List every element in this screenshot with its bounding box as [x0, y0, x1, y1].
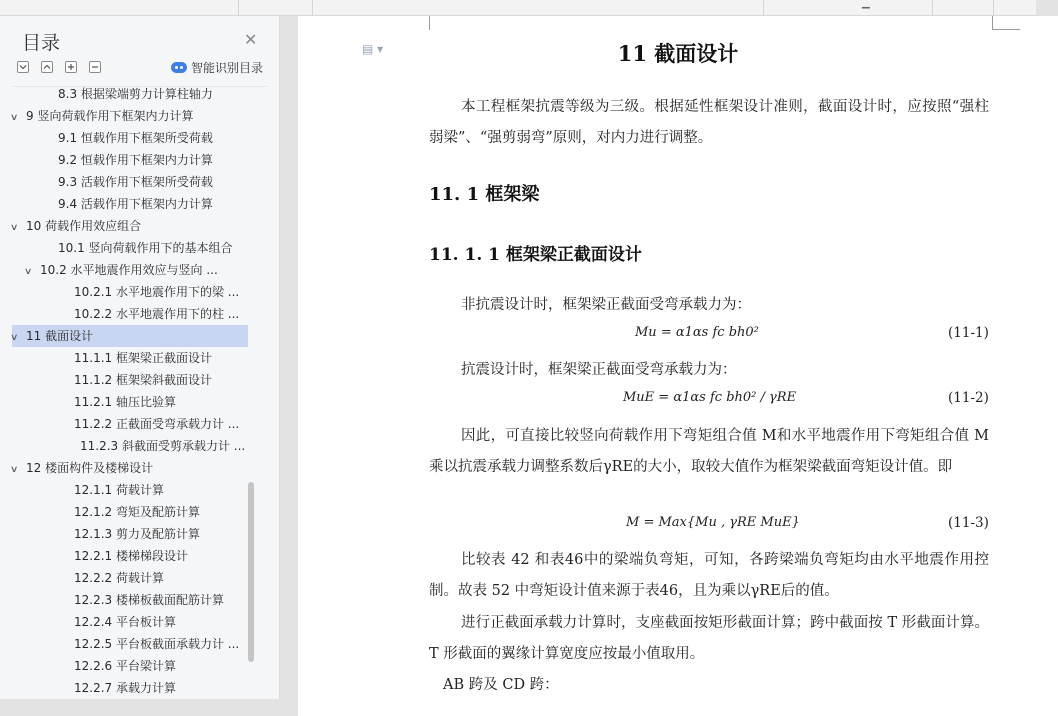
seismic-paragraph: 抗震设计时，框架梁正截面受弯承载力为： [461, 362, 737, 378]
toc-item-label: 9.2 恒载作用下框架内力计算 [58, 153, 213, 167]
close-icon[interactable]: ✕ [244, 30, 258, 49]
toc-item[interactable] [9, 457, 248, 479]
toc-item-label: 12.2.3 楼梯板截面配筋计算 [74, 593, 224, 607]
toc-item-label: 10.2.2 水平地震作用下的柱 ... [74, 307, 240, 321]
toc-item[interactable] [9, 105, 248, 127]
toc-item[interactable] [12, 237, 248, 259]
formula-number-11-1: (11-1) [948, 325, 989, 341]
toc-item-label: 9 竖向荷载作用下框架内力计算 [26, 109, 194, 123]
toc-item[interactable] [12, 193, 248, 215]
toc-item-label: 9.4 活载作用下框架内力计算 [58, 197, 213, 211]
toc-item-label: 10.2 水平地震作用效应与竖向 ... [40, 263, 218, 277]
chevron-down-icon[interactable]: ∨ [9, 223, 19, 233]
toc-item[interactable] [12, 589, 248, 611]
toc-item-label: 12.1.3 剪力及配筋计算 [74, 527, 200, 541]
toc-item[interactable] [12, 347, 248, 369]
expand-all-icon[interactable] [17, 61, 29, 73]
toc-item[interactable] [12, 655, 248, 677]
toolbar-divider [932, 0, 933, 16]
toc-item-label: 12.1.1 荷载计算 [74, 483, 164, 497]
top-toolbar-strip [0, 0, 1036, 16]
toc-item[interactable] [12, 127, 248, 149]
toolbar-divider [993, 0, 994, 16]
toc-item[interactable] [12, 523, 248, 545]
toc-item[interactable] [12, 501, 248, 523]
span-label: AB 跨及 CD 跨： [443, 677, 559, 693]
toc-item-label: 12.2.4 平台板计算 [74, 615, 176, 629]
toc-item-label: 9.1 恒载作用下框架所受荷载 [58, 131, 213, 145]
collapse-all-icon[interactable] [41, 61, 53, 73]
toc-item-label: 12.2.2 荷载计算 [74, 571, 164, 585]
formula-11-2: MuE = α1αs fc bh0² / γRE [623, 390, 797, 405]
toc-item[interactable] [12, 281, 248, 303]
toc-item[interactable] [9, 325, 248, 347]
margin-corner-mark [992, 29, 1020, 30]
formula-11-3: M = Max{Mu , γRE MuE} [626, 515, 800, 530]
compare-paragraph: 因此，可直接比较竖向荷载作用下弯矩组合值 M和水平地震作用下弯矩组合值 M乘以抗震承载力调整系数后γRE的大小，取较大值作为框架梁截面弯矩设计值。即 [429, 428, 989, 475]
toc-item-label: 11.1.1 框架梁正截面设计 [74, 351, 212, 365]
toc-item[interactable] [12, 677, 248, 699]
ai-assistant-icon [171, 62, 187, 73]
toc-item[interactable] [12, 149, 248, 171]
toolbar-underline-icon[interactable]: ▁ [862, 0, 870, 9]
remove-heading-icon[interactable] [89, 61, 101, 73]
toc-item[interactable] [12, 435, 248, 457]
chevron-down-icon[interactable]: ∨ [23, 267, 33, 277]
add-heading-icon[interactable] [65, 61, 77, 73]
chevron-down-icon[interactable]: ∨ [9, 465, 19, 475]
toolbar-divider [763, 0, 764, 16]
toolbar-divider [312, 0, 313, 16]
tables-paragraph: 比较表 42 和表46中的梁端负弯矩，可知，各跨梁端负弯矩均由水平地震作用控制。故表 52 中弯矩设计值来源于表46，且为乘以γRE后的值。 [429, 552, 989, 599]
toc-item[interactable] [12, 545, 248, 567]
chevron-down-icon[interactable]: ∨ [9, 113, 19, 123]
formula-number-11-3: (11-3) [948, 515, 989, 531]
toc-item[interactable] [12, 83, 248, 105]
toc-item-label: 11.2.2 正截面受弯承载力计 ... [74, 417, 240, 431]
margin-corner-mark [992, 16, 993, 30]
document-area [281, 16, 1036, 699]
toc-item-label: 8.3 根据梁端剪力计算柱轴力 [58, 87, 213, 101]
toc-item[interactable] [12, 413, 248, 435]
intro-paragraph: 本工程框架抗震等级为三级。根据延性框架设计准则，截面设计时，应按照“强柱弱梁”、“强剪弱弯”原则，对内力进行调整。 [429, 99, 989, 146]
toc-item[interactable] [12, 479, 248, 501]
toc-item-label: 11.2.3 斜截面受剪承载力计 ... [80, 439, 246, 453]
toc-item[interactable] [12, 259, 248, 281]
document-menu-icon[interactable]: ▤ ▾ [362, 42, 384, 56]
heading-beam-normal-section: 11. 1. 1 框架梁正截面设计 [429, 245, 642, 265]
heading-frame-beam: 11. 1 框架梁 [429, 184, 540, 205]
toc-item[interactable] [12, 369, 248, 391]
toc-item-label: 10.1 竖向荷载作用下的基本组合 [58, 241, 233, 255]
toc-item[interactable] [12, 171, 248, 193]
section-title: 11 截面设计 [617, 41, 739, 66]
toc-item-label: 12.2.1 楼梯梯段设计 [74, 549, 188, 563]
toc-item[interactable] [12, 391, 248, 413]
toc-scrollbar[interactable] [248, 482, 254, 662]
toc-item-label: 11.2.1 轴压比验算 [74, 395, 176, 409]
margin-corner-mark [429, 16, 430, 30]
formula-11-1: Mu = α1αs fc bh0² [635, 325, 759, 340]
nonseismic-paragraph: 非抗震设计时，框架梁正截面受弯承载力为： [461, 297, 751, 313]
toc-item[interactable] [12, 633, 248, 655]
toc-item-label: 11.1.2 框架梁斜截面设计 [74, 373, 212, 387]
toc-item-label: 12.2.5 平台板截面承载力计 ... [74, 637, 240, 651]
toc-item-label: 10.2.1 水平地震作用下的梁 ... [74, 285, 240, 299]
toc-item[interactable] [12, 567, 248, 589]
toc-list [9, 86, 268, 699]
toc-item-label: 12 楼面构件及楼梯设计 [26, 461, 154, 475]
toc-item[interactable] [9, 215, 248, 237]
toolbar-divider [238, 0, 239, 16]
smart-toc-button[interactable] [171, 59, 263, 76]
toc-item[interactable] [12, 303, 248, 325]
document-page [298, 16, 1058, 716]
toc-item-label: 12.1.2 弯矩及配筋计算 [74, 505, 200, 519]
chevron-down-icon[interactable]: ∨ [9, 333, 19, 343]
toc-item-label: 9.3 活载作用下框架所受荷载 [58, 175, 213, 189]
toc-item-label: 11 截面设计 [26, 329, 94, 343]
section-calc-paragraph: 进行正截面承载力计算时，支座截面按矩形截面计算；跨中截面按 T 形截面计算。T 形截面的翼缘计算宽度应按最小值取用。 [429, 615, 989, 662]
toc-item-label: 10 荷载作用效应组合 [26, 219, 142, 233]
formula-number-11-2: (11-2) [948, 390, 989, 406]
toc-item[interactable] [12, 611, 248, 633]
toc-sidebar [0, 16, 280, 699]
toc-item-label: 12.2.6 平台梁计算 [74, 659, 176, 673]
toc-item-label: 12.2.7 承载力计算 [74, 681, 176, 695]
smart-toc-label: 智能识别目录 [191, 61, 264, 75]
toc-title: 目录 [22, 32, 61, 54]
